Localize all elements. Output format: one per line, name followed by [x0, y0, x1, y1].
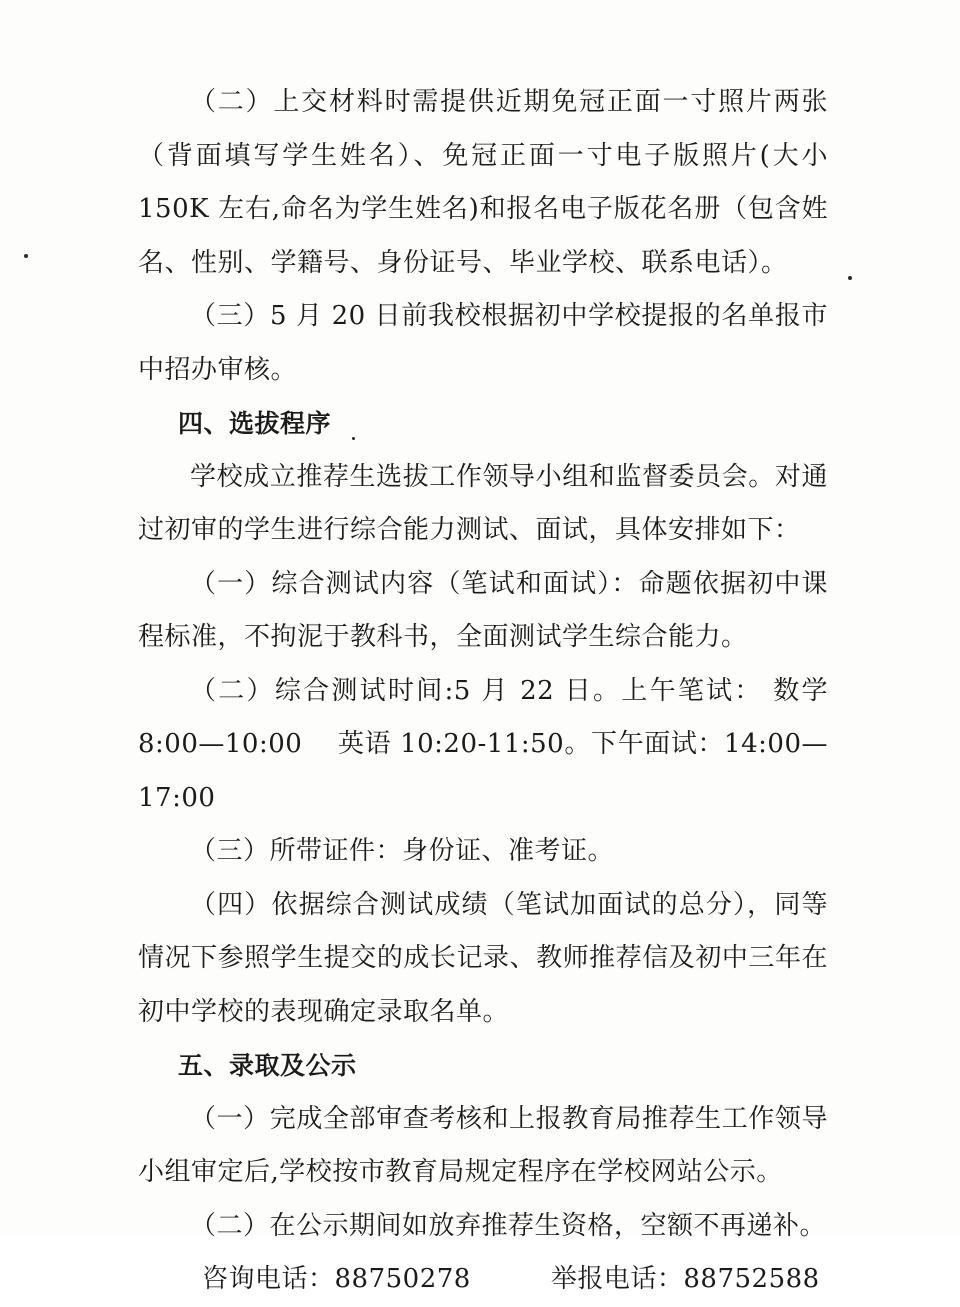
paragraph-review-deadline: （三）5 月 20 日前我校根据初中学校提报的名单报市中招办审核。	[138, 301, 828, 385]
consult-phone-number: 88750278	[334, 1264, 471, 1294]
paragraph-admission-criteria: （四）依据综合测试成绩（笔试加面试的总分），同等情况下参照学生提交的成长记录、教师推荐信及初中三年在初中学校的表现确定录取名单。	[138, 889, 828, 1027]
paragraph-materials-photos: （二）上交材料时需提供近期免冠正面一寸照片两张（背面填写学生姓名）、免冠正面一寸电子版照片(大小 150K 左右,命名为学生姓名)和报名电子版花名册（包含姓名、性别、学籍号、身份证号、毕业学校、联系电话）。	[138, 87, 828, 278]
report-phone-label: 举报电话：	[550, 1264, 684, 1294]
paragraph-no-replacement: （二）在公示期间如放弃推荐生资格，空额不再递补。	[190, 1210, 827, 1241]
consult-phone-label: 咨询电话：	[202, 1264, 335, 1294]
section-heading-admission: 五、录取及公示	[178, 1051, 357, 1080]
scan-speck	[848, 276, 852, 280]
scan-speck	[24, 254, 28, 258]
paragraph-required-documents: （三）所带证件：身份证、准考证。	[190, 836, 615, 866]
paragraph-public-notice: （一）完成全部审查考核和上报教育局推荐生工作领导小组审定后,学校按市教育局规定程序在学校网站公示。	[138, 1103, 828, 1187]
section-heading-selection: 四、选拔程序	[178, 409, 332, 438]
paragraph-test-content: （一）综合测试内容（笔试和面试）：命题依据初中课程标准，不拘泥于教科书，全面测试学生综合能力。	[138, 568, 828, 652]
paragraph-selection-intro: 学校成立推荐生选拔工作领导小组和监督委员会。对通过初审的学生进行综合能力测试、面试，具体安排如下：	[138, 461, 828, 545]
paragraph-test-schedule: （二）综合测试时间:5 月 22 日。上午笔试： 数学 8:00—10:00 英语 10:20-11:50。下午面试：14:00—17:00	[138, 675, 828, 813]
document-body	[138, 76, 828, 1307]
report-phone-number: 88752588	[683, 1264, 820, 1294]
contact-line	[138, 1253, 828, 1307]
